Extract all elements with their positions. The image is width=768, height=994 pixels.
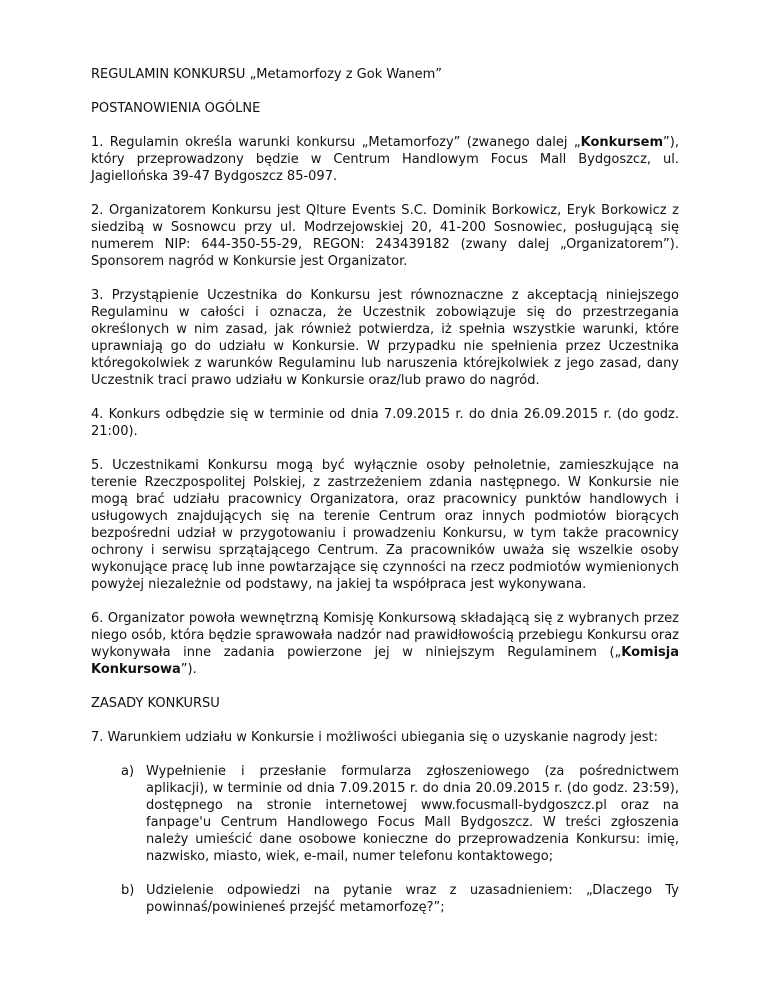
list-item xyxy=(121,763,679,865)
document-title: REGULAMIN KONKURSU „Metamorfozy z Gok Wanem” xyxy=(91,67,442,82)
list-item xyxy=(121,882,679,916)
paragraph-1-text-a: 1. Regulamin określa warunki konkursu „Metamorfozy” (zwanego dalej „ xyxy=(91,135,581,150)
list-item-marker: b) xyxy=(121,883,135,898)
paragraph-1-text-b: ”), który przeprowadzony będzie w Centrum Handlowym Focus Mall Bydgoszcz, ul. Jagiellońska 39-47 Bydgoszcz 85-097. xyxy=(91,135,679,184)
section-heading-general: POSTANOWIENIA OGÓLNE xyxy=(91,101,261,116)
paragraph-6-bold-term: Komisja Konkursowa xyxy=(91,645,679,677)
paragraph-1-bold-term: Konkursem xyxy=(580,135,664,150)
paragraph-1 xyxy=(91,134,679,185)
conditions-list xyxy=(121,763,679,916)
list-item-text: Udzielenie odpowiedzi na pytanie wraz z uzasadnieniem: „Dlaczego Ty powinnaś/powinieneś przejść metamorfozę?”; xyxy=(146,883,679,915)
paragraph-6 xyxy=(91,610,679,678)
paragraph-7: 7. Warunkiem udziału w Konkursie i możliwości ubiegania się o uzyskanie nagrody jest: xyxy=(91,730,659,745)
paragraph-3: 3. Przystąpienie Uczestnika do Konkursu jest równoznaczne z akceptacją niniejszego Regulaminu w całości i oznacza, że Uczestnik zobowiązuje się do przestrzegania określonych w nim zasad, jak również potwierdza, iż spełnia wszystkie warunki, które uprawniają go do udziału w Konkursie. W przypadku nie spełnienia przez Uczestnika któregokolwiek z warunków Regulaminu lub naruszenia którejkolwiek z jego zasad, dany Uczestnik traci prawo udziału w Konkursie oraz/lub prawo do nagród. xyxy=(91,288,679,388)
paragraph-2: 2. Organizatorem Konkursu jest Qlture Events S.C. Dominik Borkowicz, Eryk Borkowicz z siedzibą w Sosnowcu przy ul. Modrzejowskiej 20, 41-200 Sosnowiec, posługującą się numerem NIP: 644-350-55-29, REGON: 243439182 (zwany dalej „Organizatorem”). Sponsorem nagród w Konkursie jest Organizator. xyxy=(91,203,679,269)
paragraph-5: 5. Uczestnikami Konkursu mogą być wyłącznie osoby pełnoletnie, zamieszkujące na terenie Rzeczpospolitej Polskiej, z zastrzeżeniem zdania następnego. W Konkursie nie mogą brać udziału pracownicy Organizatora, oraz pracownicy punktów handlowych i usługowych znajdujących się na terenie Centrum oraz innych podmiotów biorących bezpośredni udział w przygotowaniu i prowadzeniu Konkursu, w tym także pracownicy ochrony i serwisu sprzątającego Centrum. Za pracowników uważa się wszelkie osoby wykonujące pracę lub inne powtarzające się czynności na rzecz podmiotów wymienionych powyżej niezależnie od podstawy, na jakiej ta współpraca jest wykonywana. xyxy=(91,458,679,592)
list-item-text: Wypełnienie i przesłanie formularza zgłoszeniowego (za pośrednictwem aplikacji), w terminie od dnia 7.09.2015 r. do dnia 20.09.2015 r. (do godz. 23:59), dostępnego na stronie internetowej www.focusmall-bydgoszcz.pl oraz na fanpage'u Centrum Handlowego Focus Mall Bydgoszcz. W treści zgłoszenia należy umieścić dane osobowe konieczne do przeprowadzenia Konkursu: imię, nazwisko, miasto, wiek, e-mail, numer telefonu kontaktowego; xyxy=(146,764,679,864)
paragraph-6-text-a: 6. Organizator powoła wewnętrzną Komisję Konkursową składającą się z wybranych przez niego osób, która będzie sprawowała nadzór nad prawidłowością przebiegu Konkursu oraz wykonywała inne zadania powierzone jej w niniejszym Regulaminem („ xyxy=(91,611,679,660)
paragraph-6-text-b: ”). xyxy=(180,662,197,677)
document-page xyxy=(91,54,679,933)
section-heading-rules: ZASADY KONKURSU xyxy=(91,696,220,711)
paragraph-4: 4. Konkurs odbędzie się w terminie od dnia 7.09.2015 r. do dnia 26.09.2015 r. (do godz. 21:00). xyxy=(91,407,679,439)
list-item-marker: a) xyxy=(121,764,135,779)
